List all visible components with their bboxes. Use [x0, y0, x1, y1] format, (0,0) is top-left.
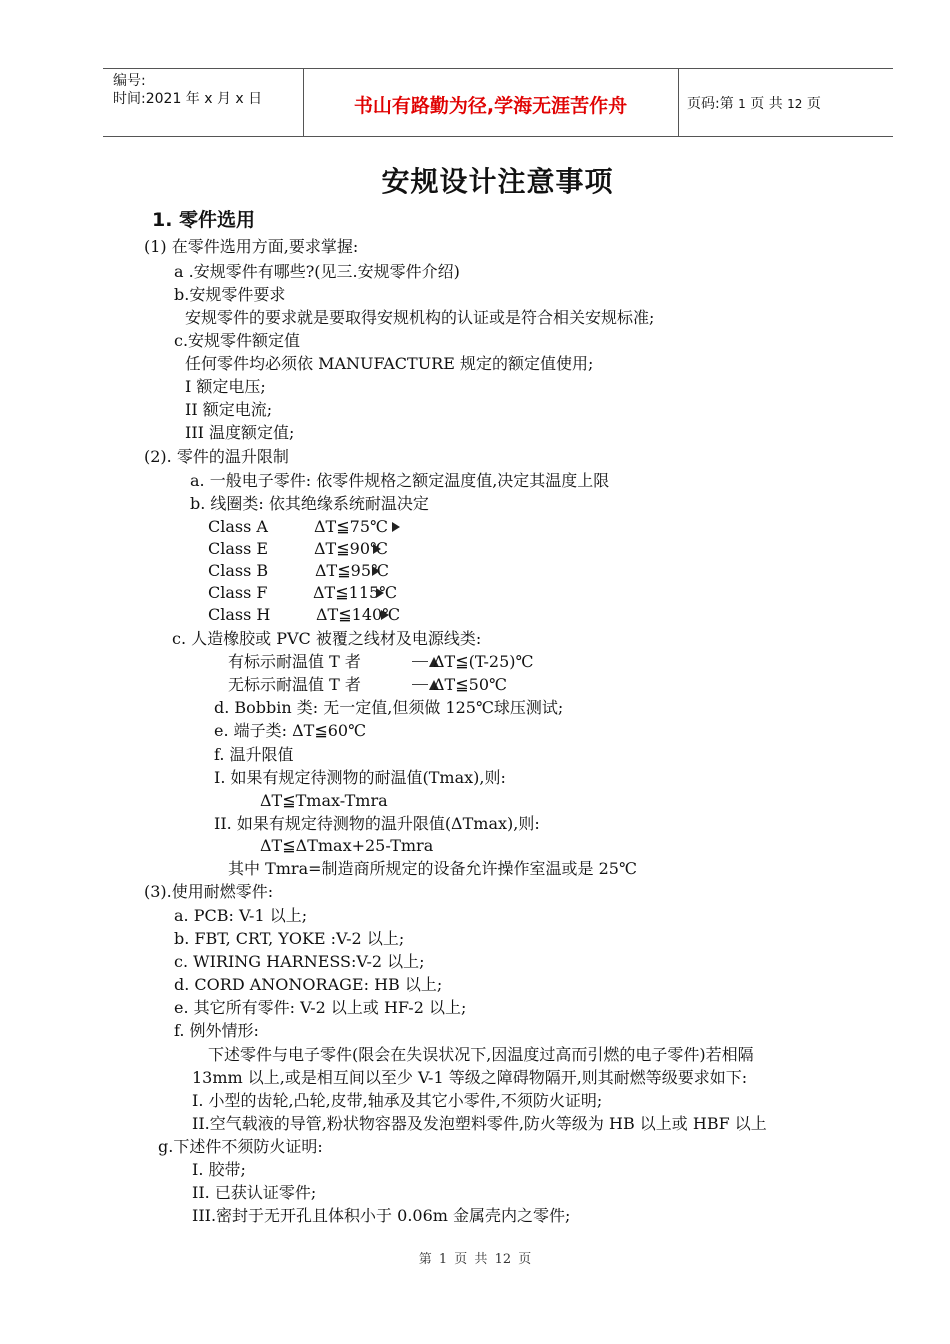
- class-name: Class A: [208, 517, 268, 536]
- header-divider: [678, 69, 679, 136]
- footer-suffix: 页: [518, 1252, 532, 1267]
- text-line: f. 温升限值: [214, 745, 294, 764]
- footer-mid: 页 共: [454, 1252, 488, 1267]
- text-line: [228, 652, 533, 672]
- text-line: d. Bobbin 类: 无一定值,但须做 125℃球压测试;: [214, 698, 564, 717]
- text-line: [228, 675, 507, 695]
- text-line: II 额定电流;: [185, 400, 273, 419]
- text-line: II. 如果有规定待测物的温升限值(ΔTmax),则:: [214, 814, 540, 833]
- arrow-right-icon: [373, 544, 381, 554]
- dash-icon: [412, 684, 428, 685]
- header-page-current: 1: [738, 97, 746, 111]
- text-line: b. 线圈类: 依其绝缘系统耐温决定: [190, 494, 429, 513]
- insulation-class-row: [208, 583, 397, 603]
- page-footer: [0, 1248, 950, 1267]
- formula-line: ΔT≦ΔTmax+25-Tmra: [260, 836, 434, 855]
- class-limit: ΔT≦140℃: [316, 605, 401, 624]
- arrow-right-icon: [376, 588, 384, 598]
- header-time-label: 时间:2021 年 x 月 x 日: [113, 91, 263, 107]
- text-line: d. CORD ANONORAGE: HB 以上;: [174, 975, 443, 994]
- text-line: f. 例外情形:: [174, 1021, 259, 1040]
- formula-line: ΔT≦Tmax-Tmra: [260, 791, 388, 810]
- text-segment: ΔT≦50℃: [433, 675, 507, 694]
- text-segment: ΔT≦(T-25)℃: [433, 652, 534, 671]
- text-line: 任何零件均必须依 MANUFACTURE 规定的额定值使用;: [185, 354, 594, 373]
- text-line: (3).使用耐燃零件:: [144, 882, 274, 901]
- text-line: a .安规零件有哪些?(见三.安规零件介绍): [174, 262, 460, 281]
- header-number-label: 编号:: [113, 73, 146, 89]
- header-motto: 书山有路勤为径,学海无涯苦作舟: [353, 95, 628, 117]
- text-segment: 无标示耐温值 T 者: [228, 675, 361, 694]
- insulation-class-row: [208, 605, 400, 625]
- text-line: 下述零件与电子零件(限会在失误状况下,因温度过高而引燃的电子零件)若相隔: [208, 1045, 754, 1064]
- footer-page-current: 1: [438, 1252, 448, 1267]
- text-line: a. PCB: V-1 以上;: [174, 906, 308, 925]
- class-limit: ΔT≦95℃: [315, 561, 389, 580]
- class-limit: ΔT≦90℃: [314, 539, 388, 558]
- text-line: I 额定电压;: [185, 377, 266, 396]
- header-page-mid: 页 共: [750, 96, 783, 112]
- text-line: c. 人造橡胶或 PVC 被覆之线材及电源线类:: [172, 629, 482, 648]
- dash-icon: [412, 661, 428, 662]
- class-name: Class B: [208, 561, 269, 580]
- text-line: II.空气载液的导管,粉状物容器及发泡塑料零件,防火等级为 HB 以上或 HBF 以上: [192, 1114, 767, 1133]
- text-line: e. 端子类: ΔT≦60℃: [214, 721, 367, 740]
- text-line: 安规零件的要求就是要取得安规机构的认证或是符合相关安规标准;: [185, 308, 655, 327]
- arrow-right-icon: [392, 522, 400, 532]
- class-limit: ΔT≦75℃: [314, 517, 388, 536]
- class-name: Class F: [208, 583, 268, 602]
- text-line: g.下述件不须防火证明:: [158, 1137, 323, 1156]
- text-line: III 温度额定值;: [185, 423, 295, 442]
- arrow-right-icon: [381, 610, 389, 620]
- footer-page-total: 12: [494, 1252, 512, 1267]
- text-line: II. 已获认证零件;: [192, 1183, 317, 1202]
- arrow-right-icon: [372, 566, 380, 576]
- text-line: b. FBT, CRT, YOKE :V-2 以上;: [174, 929, 405, 948]
- insulation-class-row: [208, 517, 388, 537]
- text-line: b.安规零件要求: [174, 285, 286, 304]
- text-line: 其中 Tmra=制造商所规定的设备允许操作室温或是 25℃: [228, 859, 637, 878]
- text-line: (1) 在零件选用方面,要求掌握:: [144, 237, 359, 256]
- text-line: c. WIRING HARNESS:V-2 以上;: [174, 952, 425, 971]
- insulation-class-row: [208, 561, 389, 581]
- text-line: c.安规零件额定值: [174, 331, 301, 350]
- footer-prefix: 第: [418, 1252, 432, 1267]
- text-line: 13mm 以上,或是相互间以至少 V-1 等级之障碍物隔开,则其耐燃等级要求如下:: [192, 1068, 748, 1087]
- text-line: (2). 零件的温升限制: [144, 447, 289, 466]
- header-page-prefix: 页码:第: [687, 96, 734, 112]
- document-title: 安规设计注意事项: [381, 165, 614, 198]
- text-segment: 有标示耐温值 T 者: [228, 652, 361, 671]
- page-header: [103, 68, 893, 137]
- text-line: I. 胶带;: [192, 1160, 246, 1179]
- class-name: Class E: [208, 539, 269, 558]
- header-page-indicator: [687, 93, 821, 113]
- class-limit: ΔT≦115℃: [313, 583, 398, 602]
- insulation-class-row: [208, 539, 388, 559]
- text-line: I. 如果有规定待测物的耐温值(Tmax),则:: [214, 768, 506, 787]
- header-page-suffix: 页: [806, 96, 821, 112]
- section-heading: 1. 零件选用: [152, 209, 256, 231]
- text-line: a. 一般电子零件: 依零件规格之额定温度值,决定其温度上限: [190, 471, 610, 490]
- text-line: e. 其它所有零件: V-2 以上或 HF-2 以上;: [174, 998, 467, 1017]
- text-line: III.密封于无开孔且体积小于 0.06m 金属壳内之零件;: [192, 1206, 571, 1225]
- header-info: [113, 72, 262, 108]
- class-name: Class H: [208, 605, 271, 624]
- text-line: I. 小型的齿轮,凸轮,皮带,轴承及其它小零件,不须防火证明;: [192, 1091, 603, 1110]
- header-page-total: 12: [787, 97, 803, 111]
